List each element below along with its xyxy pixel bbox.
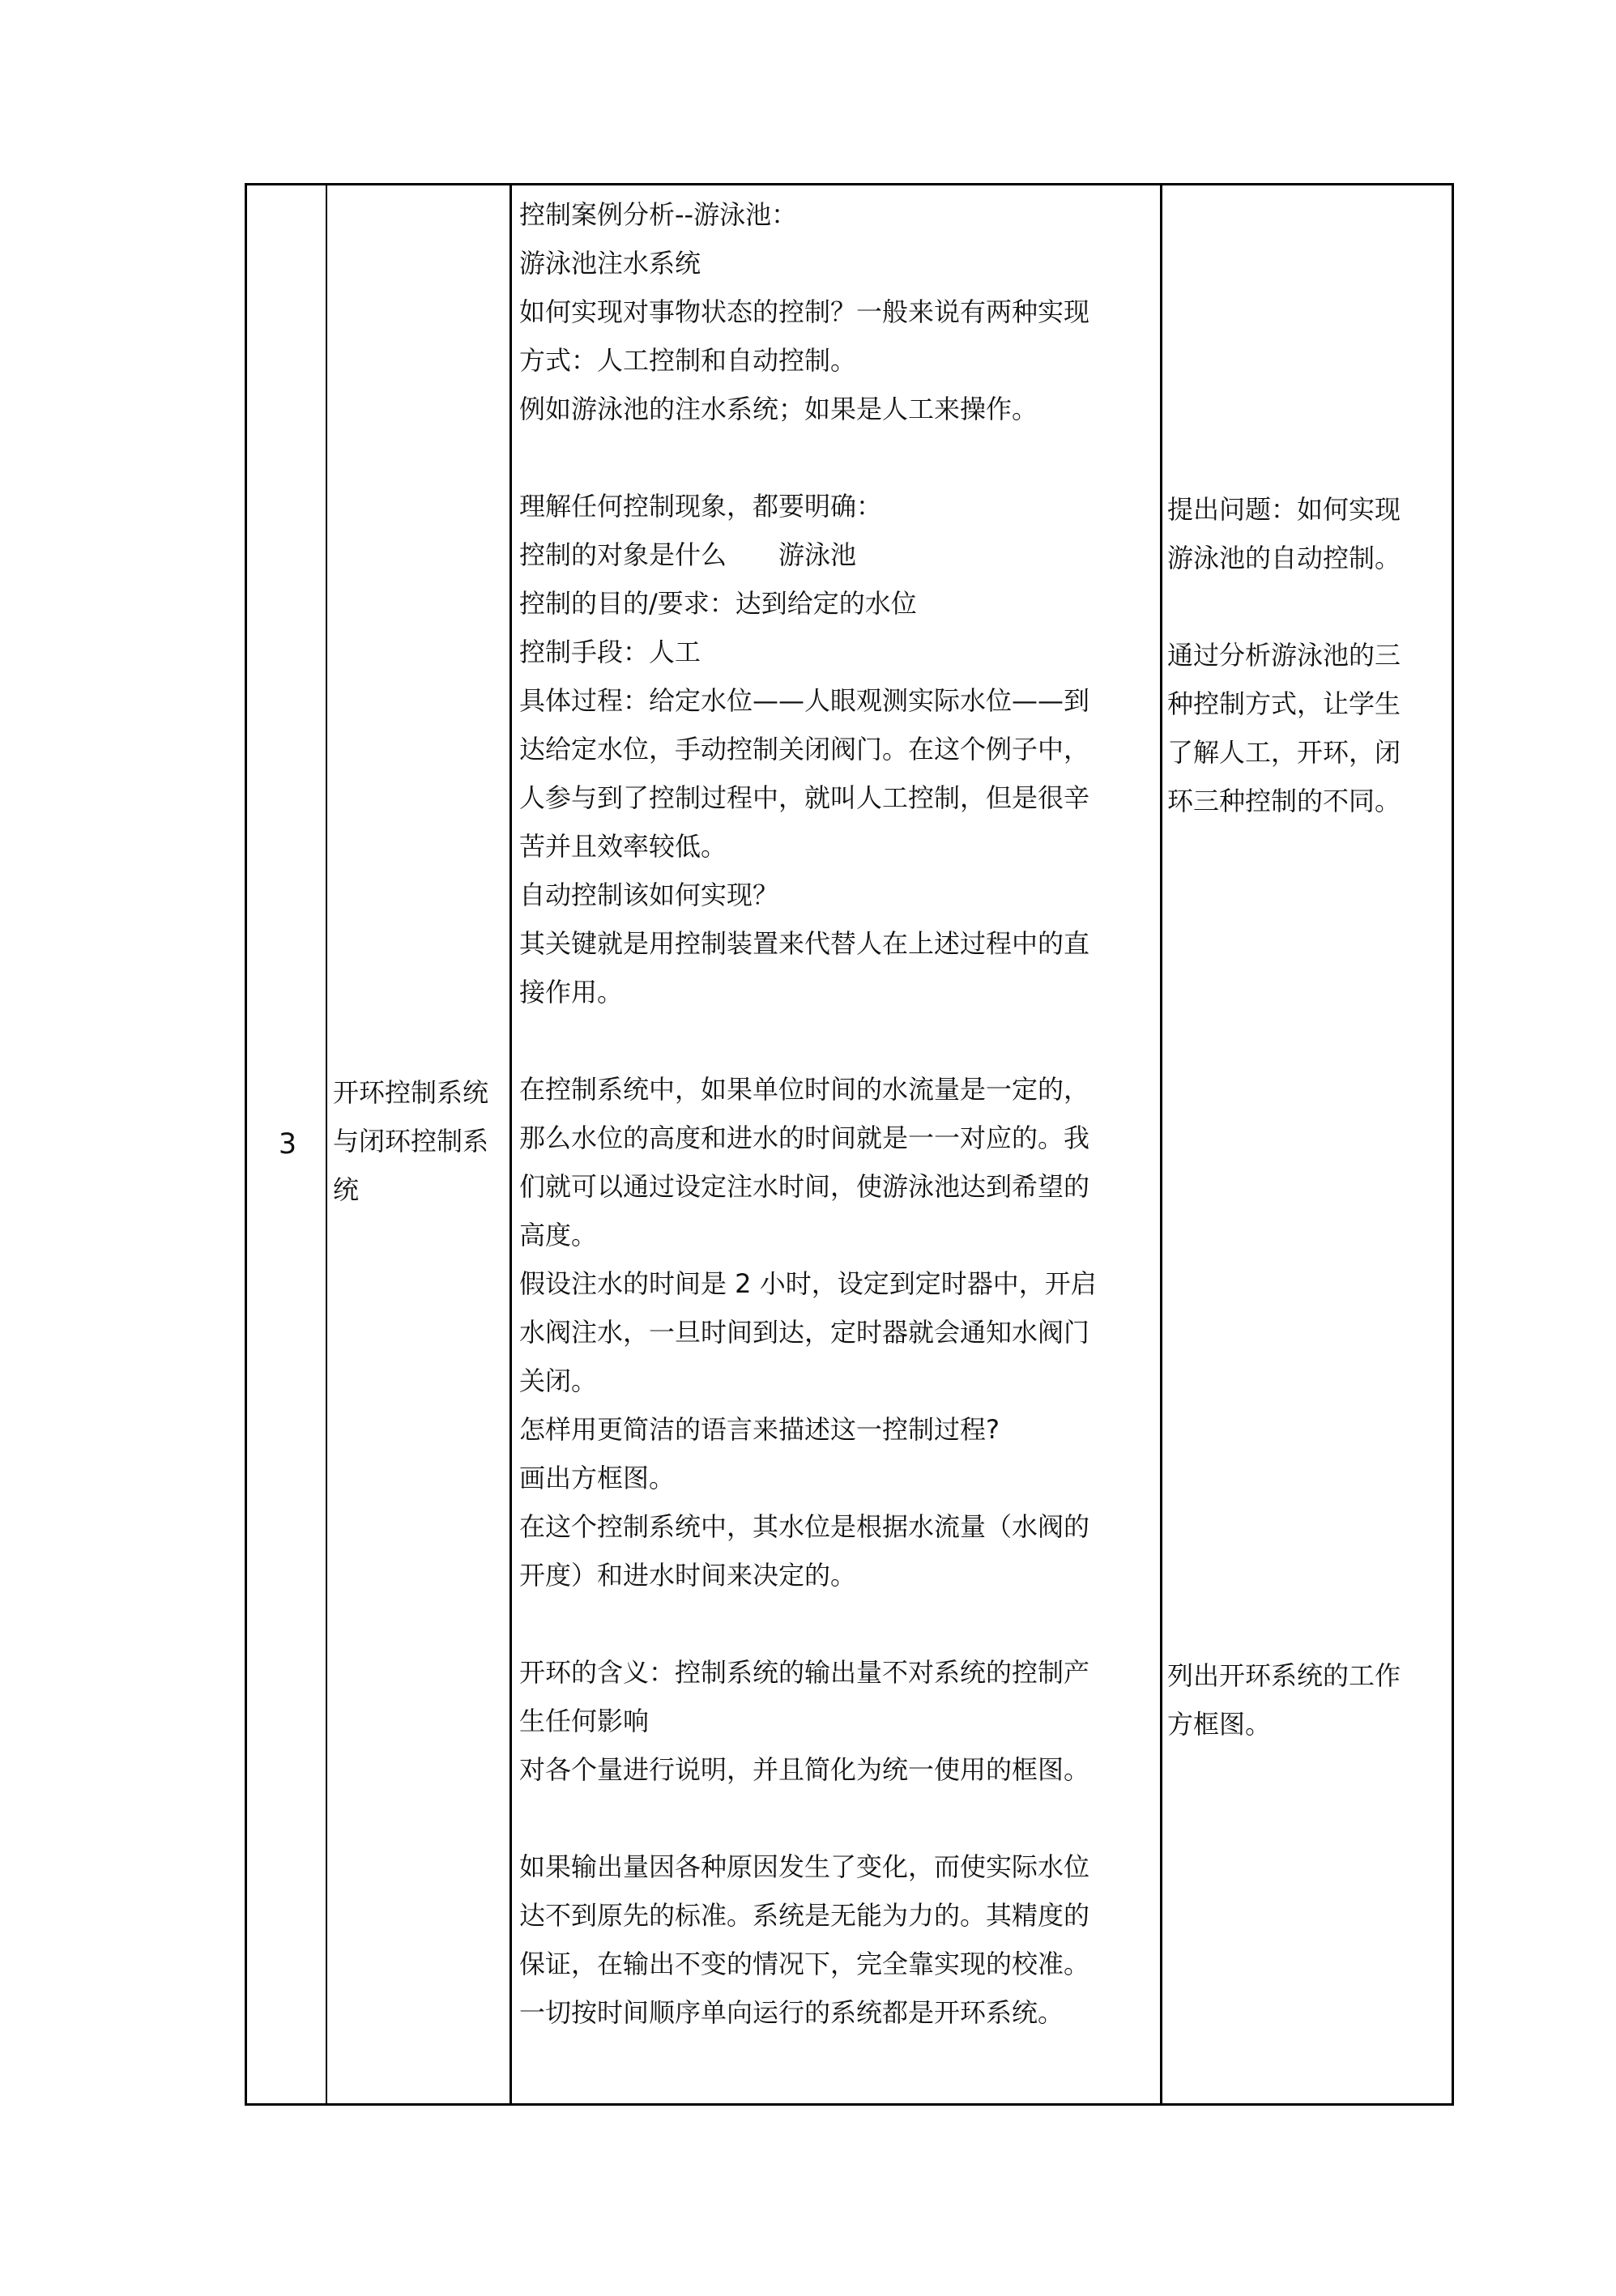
note-block [1167, 1651, 1401, 1749]
content-line: 生任何影响 [519, 1706, 650, 1736]
lesson-table [245, 183, 1454, 2106]
content-line: 控制的对象是什么 游泳池 [519, 539, 857, 570]
blank-line [519, 1016, 1162, 1065]
content-line: 理解任何控制现象，都要明确： [519, 491, 883, 522]
content-line: 对各个量进行说明，并且简化为统一使用的框图。 [519, 1754, 1090, 1785]
content-line: 一切按时间顺序单向运行的系统都是开环系统。 [519, 1997, 1064, 2028]
note-line: 通过分析游泳池的三 [1167, 640, 1401, 671]
content-line: 方式：人工控制和自动控制。 [519, 345, 857, 376]
content-line: 控制手段：人工 [519, 637, 701, 667]
content-line: 控制案例分析--游泳池： [519, 199, 798, 230]
note-block [1167, 631, 1401, 825]
blank-line [519, 1794, 1162, 1842]
note-block [1167, 485, 1401, 582]
note-line: 了解人工，开环，闭 [1167, 737, 1401, 768]
content-line: 画出方框图。 [519, 1463, 676, 1493]
content-line: 苦并且效率较低。 [519, 831, 727, 862]
content-line: 假设注水的时间是 2 小时，设定到定时器中，开启 [519, 1268, 1097, 1299]
content-line: 开度）和进水时间来决定的。 [519, 1560, 857, 1591]
content-line: 接作用。 [519, 977, 624, 1007]
note-line: 方框图。 [1167, 1709, 1272, 1740]
content-line: 开环的含义：控制系统的输出量不对系统的控制产 [519, 1657, 1090, 1688]
content-line: 达给定水位，手动控制关闭阀门。在这个例子中， [519, 734, 1090, 765]
content-line: 保证，在输出不变的情况下，完全靠实现的校准。 [519, 1949, 1090, 1979]
content-cell [514, 190, 1162, 2037]
note-line: 种控制方式，让学生 [1167, 688, 1401, 719]
content-line: 控制的目的/要求：达到给定的水位 [519, 588, 917, 619]
blank-line [519, 433, 1162, 482]
content-line: 其关键就是用控制装置来代替人在上述过程中的直 [519, 928, 1090, 959]
section-title: 开环控制系统 与闭环控制系 统 [333, 1077, 489, 1205]
row-number: 3 [278, 1128, 297, 1161]
note-line: 环三种控制的不同。 [1167, 786, 1401, 816]
content-line: 关闭。 [519, 1365, 598, 1396]
content-line: 游泳池注水系统 [519, 248, 701, 279]
column-divider [510, 185, 512, 2103]
content-line: 在这个控制系统中，其水位是根据水流量（水阀的 [519, 1511, 1090, 1542]
content-line: 如果输出量因各种原因发生了变化，而使实际水位 [519, 1851, 1090, 1882]
content-line: 怎样用更简洁的语言来描述这一控制过程? [519, 1414, 1000, 1445]
content-line: 自动控制该如何实现？ [519, 880, 779, 910]
blank-line [519, 1600, 1162, 1648]
content-line: 人参与到了控制过程中，就叫人工控制，但是很辛 [519, 782, 1090, 813]
content-line: 具体过程：给定水位——人眼观测实际水位——到 [519, 685, 1090, 716]
content-line: 例如游泳池的注水系统；如果是人工来操作。 [519, 394, 1038, 424]
content-line: 们就可以通过设定注水时间，使游泳池达到希望的 [519, 1171, 1090, 1202]
content-line: 在控制系统中，如果单位时间的水流量是一定的， [519, 1074, 1090, 1105]
content-line: 高度。 [519, 1220, 598, 1250]
content-line: 水阀注水，一旦时间到达，定时器就会通知水阀门 [519, 1317, 1090, 1348]
content-line: 那么水位的高度和进水的时间就是一一对应的。我 [519, 1122, 1090, 1153]
note-line: 提出问题：如何实现 [1167, 494, 1401, 525]
note-line: 列出开环系统的工作 [1167, 1660, 1401, 1691]
content-line: 达不到原先的标准。系统是无能为力的。其精度的 [519, 1900, 1090, 1931]
note-line: 游泳池的自动控制。 [1167, 543, 1401, 573]
content-line: 如何实现对事物状态的控制？一般来说有两种实现 [519, 296, 1090, 327]
